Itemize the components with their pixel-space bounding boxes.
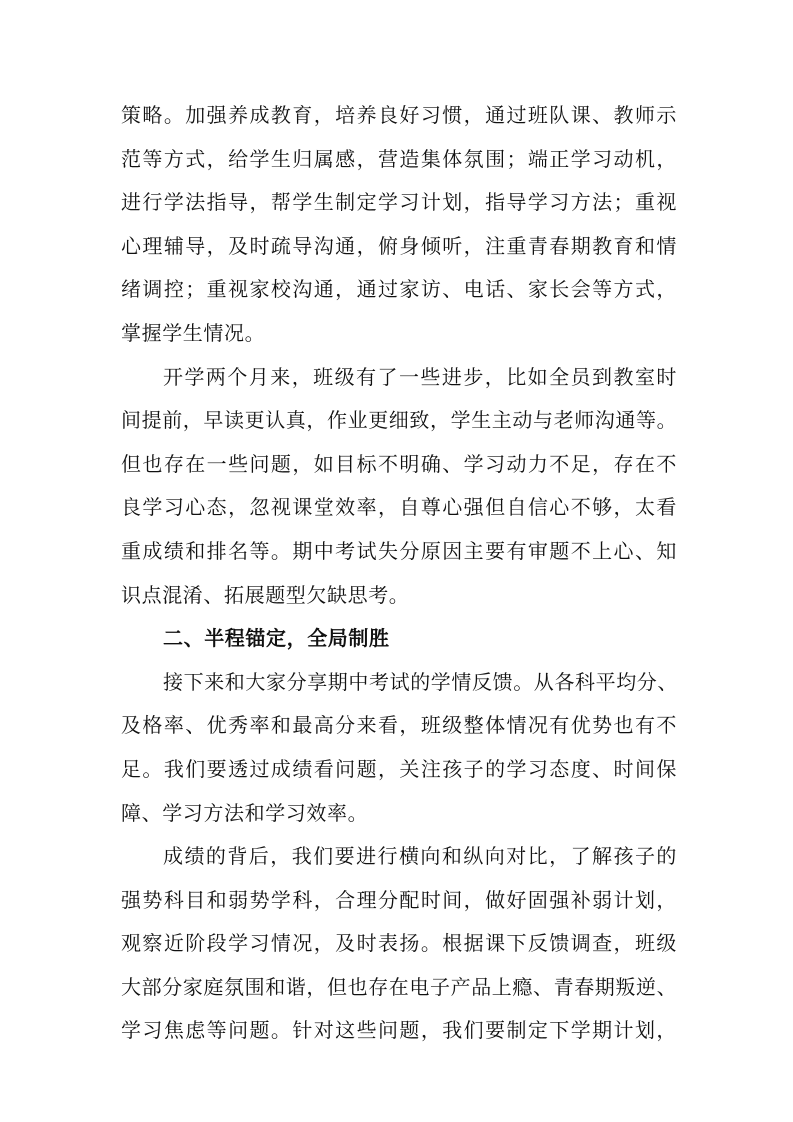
paragraph [121, 356, 677, 618]
text-line: 策略。加强养成教育，培养良好习惯，通过班队课、教师示 [121, 103, 677, 127]
document-body [121, 94, 677, 1053]
text-line: 心理辅导，及时疏导沟通，俯身倾听，注重青春期教育和情 [121, 233, 677, 258]
section-heading [121, 617, 677, 661]
text-line: 范等方式，给学生归属感，营造集体氛围；端正学习动机， [121, 146, 677, 171]
text-line: 掌握学生情况。 [121, 320, 266, 345]
text-line: 观察近阶段学习情况，及时表扬。根据课下反馈调查，班级 [121, 931, 677, 956]
text-line: 及格率、优秀率和最高分来看，班级整体情况有优势也有不 [121, 713, 677, 738]
text-line: 但也存在一些问题，如目标不明确、学习动力不足，存在不 [121, 451, 677, 476]
paragraph [121, 835, 677, 1053]
text-line: 开学两个月来，班级有了一些进步，比如全员到教室时 [163, 364, 677, 389]
paragraph [121, 94, 677, 356]
text-line: 强势科目和弱势学科，合理分配时间，做好固强补弱计划， [121, 887, 677, 912]
text-line: 足。我们要透过成绩看问题，关注孩子的学习态度、时间保 [121, 756, 677, 781]
text-line: 间提前，早读更认真，作业更细致，学生主动与老师沟通等。 [121, 408, 678, 433]
text-line: 学习焦虑等问题。针对这些问题，我们要制定下学期计划， [121, 1018, 677, 1043]
text-line: 进行学法指导，帮学生制定学习计划，指导学习方法；重视 [121, 190, 677, 215]
heading-text: 二、半程锚定，全局制胜 [163, 626, 390, 651]
text-line: 重成绩和排名等。期中考试失分原因主要有审题不上心、知 [121, 538, 677, 563]
text-line: 大部分家庭氛围和谐，但也存在电子产品上瘾、青春期叛逆、 [121, 974, 678, 999]
text-line: 良学习心态，忽视课堂效率，自尊心强但自信心不够，太看 [121, 495, 677, 520]
text-line: 障、学习方法和学习效率。 [121, 800, 369, 825]
text-line: 绪调控；重视家校沟通，通过家访、电话、家长会等方式， [121, 277, 677, 302]
text-line: 接下来和大家分享期中考试的学情反馈。从各科平均分、 [163, 669, 678, 694]
text-line: 成绩的背后，我们要进行横向和纵向对比，了解孩子的 [163, 844, 677, 869]
text-line: 识点混淆、拓展题型欠缺思考。 [121, 582, 410, 607]
paragraph [121, 661, 677, 835]
